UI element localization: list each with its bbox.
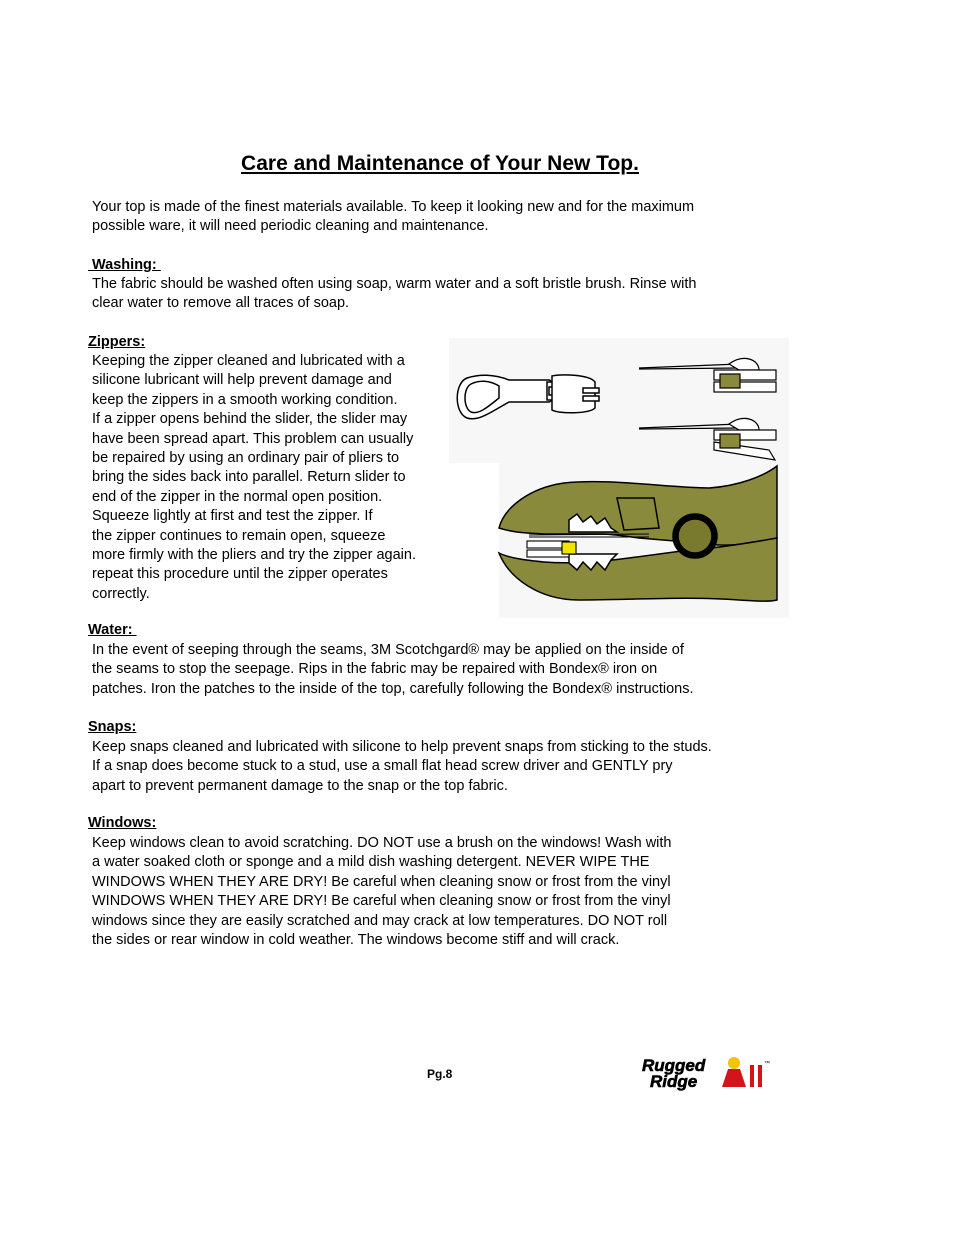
snaps-line: If a snap does become stuck to a stud, use a small flat head screw driver and GENTLY pry xyxy=(92,758,673,775)
snaps-line: apart to prevent permanent damage to the snap or the top fabric. xyxy=(92,777,508,794)
washing-heading: Washing: xyxy=(88,257,161,273)
windows-heading: Windows: xyxy=(88,815,157,831)
water-paragraph xyxy=(92,641,694,699)
logo-sun-icon xyxy=(728,1057,740,1069)
zippers-line: be repaired by using an ordinary pair of pliers to xyxy=(92,450,400,467)
zippers-line: silicone lubricant will help prevent damage and xyxy=(92,372,392,389)
zippers-line: have been spread apart. This problem can usually xyxy=(92,430,414,447)
windows-line: Keep windows clean to avoid scratching. DO NOT use a brush on the windows! Wash with xyxy=(92,835,672,851)
page-number: Pg.8 xyxy=(427,1067,453,1081)
page-title: Care and Maintenance of Your New Top. xyxy=(241,152,639,175)
snaps-paragraph xyxy=(92,738,712,796)
windows-line: the sides or rear window in cold weather. The windows become stiff and will crack. xyxy=(92,932,620,949)
snaps-line: Keep snaps cleaned and lubricated with silicone to help prevent snaps from sticking to the studs. xyxy=(92,739,712,755)
water-line: patches. Iron the patches to the inside of the top, carefully following the Bondex® instructions. xyxy=(92,680,694,697)
washing-line: clear water to remove all traces of soap. xyxy=(92,295,350,312)
windows-line: windows since they are easily scratched and may crack at low temperatures. DO NOT roll xyxy=(92,912,668,929)
logo-mountain-icon xyxy=(722,1069,746,1087)
zippers-line: repeat this procedure until the zipper operates xyxy=(92,566,388,583)
zippers-line: the zipper continues to remain open, squeeze xyxy=(92,527,386,544)
zippers-line: end of the zipper in the normal open position. xyxy=(92,488,383,505)
logo-text-line2: Ridge xyxy=(650,1072,698,1091)
windows-line: WINDOWS WHEN THEY ARE DRY! Be careful when cleaning snow or frost from the vinyl xyxy=(92,873,671,890)
zippers-line: If a zipper opens behind the slider, the slider may xyxy=(92,411,408,428)
zippers-line: Keeping the zipper cleaned and lubricated with a xyxy=(92,353,405,369)
zippers-line: Squeeze lightly at first and test the zipper. If xyxy=(92,508,373,525)
logo-tm: ™ xyxy=(764,1061,770,1067)
windows-line: WINDOWS WHEN THEY ARE DRY! Be careful when cleaning snow or frost from the vinyl xyxy=(92,893,671,910)
zipper-repair-illustration xyxy=(449,338,789,618)
snaps-heading: Snaps: xyxy=(88,719,137,735)
zippers-paragraph xyxy=(92,352,416,604)
logo-text-line1: Rugged xyxy=(642,1056,706,1075)
water-heading: Water: xyxy=(88,622,137,638)
intro-line: Your top is made of the finest materials available. To keep it looking new and for the maximum xyxy=(92,199,695,215)
zippers-line: keep the zippers in a smooth working condition. xyxy=(92,391,398,408)
washing-line: The fabric should be washed often using soap, warm water and a soft bristle brush. Rinse with xyxy=(92,276,697,292)
windows-paragraph xyxy=(92,834,671,950)
intro-line: possible ware, it will need periodic cleaning and maintenance. xyxy=(92,218,489,235)
rugged-ridge-logo xyxy=(640,1053,780,1095)
washing-paragraph xyxy=(92,275,696,314)
zippers-line: more firmly with the pliers and try the zipper again. xyxy=(92,547,416,564)
zippers-line: correctly. xyxy=(92,585,150,602)
windows-line: a water soaked cloth or sponge and a mild dish washing detergent. NEVER WIPE THE xyxy=(92,854,650,871)
water-line: In the event of seeping through the seams, 3M Scotchgard® may be applied on the inside of xyxy=(92,642,684,658)
zippers-line: bring the sides back into parallel. Return slider to xyxy=(92,469,406,486)
zippers-heading: Zippers: xyxy=(88,334,146,350)
water-line: the seams to stop the seepage. Rips in the fabric may be repaired with Bondex® iron on xyxy=(92,661,658,678)
intro-paragraph xyxy=(92,198,694,237)
